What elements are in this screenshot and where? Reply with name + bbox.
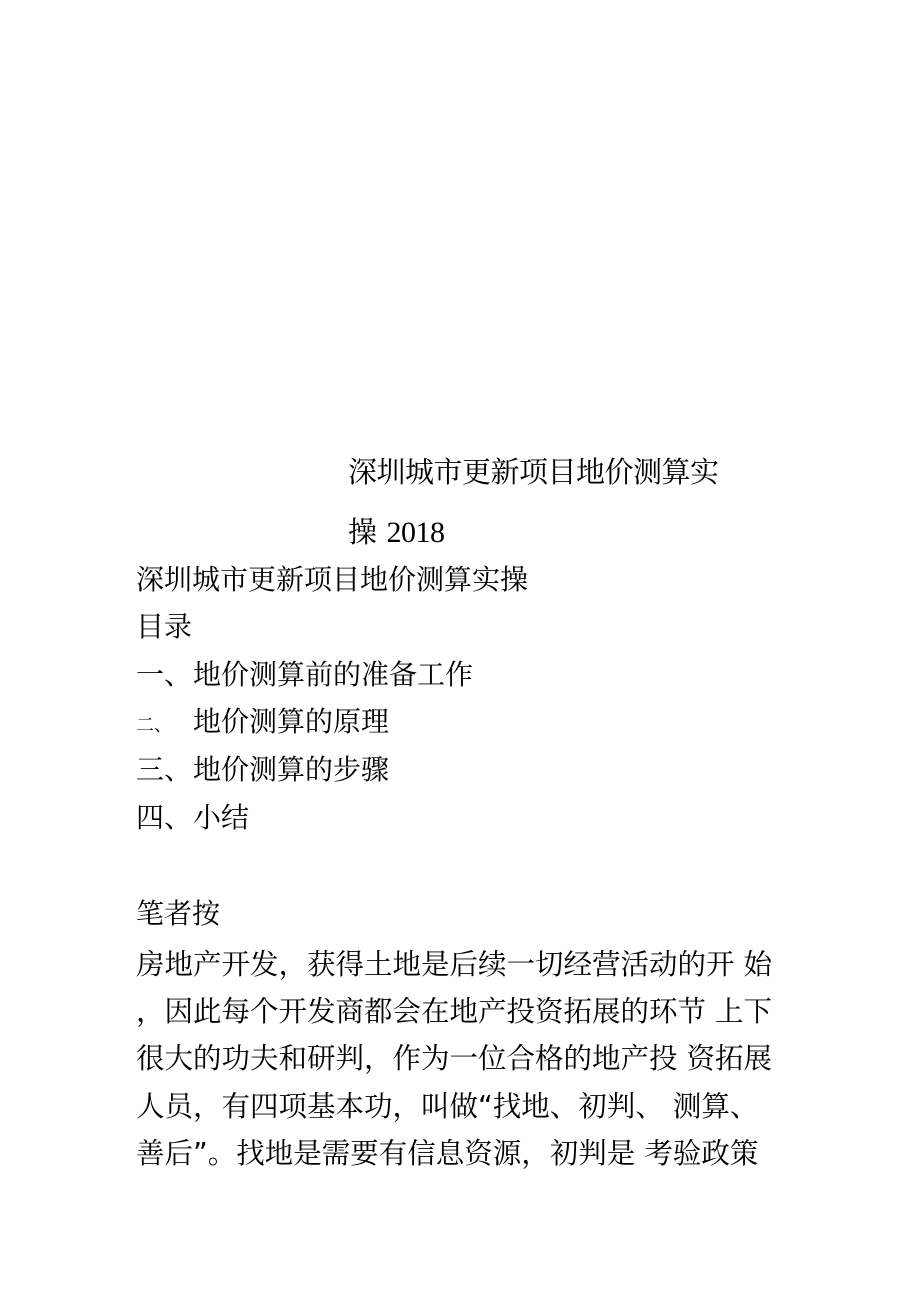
title-text-2: 操 xyxy=(348,515,377,549)
paragraph-line-4: 人员，有四项基本功，叫做“找地、初判、 测算、 xyxy=(136,1089,759,1123)
toc-item-label: 地价测算前的准备工作 xyxy=(193,658,474,691)
note-heading: 笔者按 xyxy=(136,897,221,930)
toc-item-number: 四、 xyxy=(136,801,193,834)
note-paragraph xyxy=(136,941,776,1177)
paragraph-line-3: 很大的功夫和研判，作为一位合格的地产投 资拓展 xyxy=(136,1042,773,1076)
toc-item-4 xyxy=(136,798,249,838)
toc-item-number: 二、 xyxy=(136,715,172,736)
document-title-line-2 xyxy=(348,512,445,553)
toc-item-3 xyxy=(136,750,389,790)
paragraph-line-1: 房地产开发，获得土地是后续一切经营活动的开 始 xyxy=(136,948,773,981)
title-text-1: 深圳城市更新项目地价测算实 xyxy=(348,455,719,489)
title-year: 2018 xyxy=(386,516,445,549)
toc-item-number: 三、 xyxy=(136,753,193,786)
paragraph-line-2: ，因此每个开发商都会在地产投资拓展的环节 上下 xyxy=(136,995,773,1029)
toc-item-label: 地价测算的步骤 xyxy=(193,753,390,786)
toc-item-label: 地价测算的原理 xyxy=(193,705,390,738)
toc-item-label: 小结 xyxy=(193,801,250,834)
document-subtitle: 深圳城市更新项目地价测算实操 xyxy=(136,563,529,596)
toc-item-1 xyxy=(136,655,473,695)
document-title-line-1 xyxy=(348,452,719,492)
toc-heading: 目录 xyxy=(136,610,193,643)
paragraph-line-5: 善后”。找地是需要有信息资源，初判是 考验政策 xyxy=(136,1136,759,1170)
toc-item-number: 一、 xyxy=(136,658,193,691)
toc-item-2 xyxy=(136,702,389,746)
